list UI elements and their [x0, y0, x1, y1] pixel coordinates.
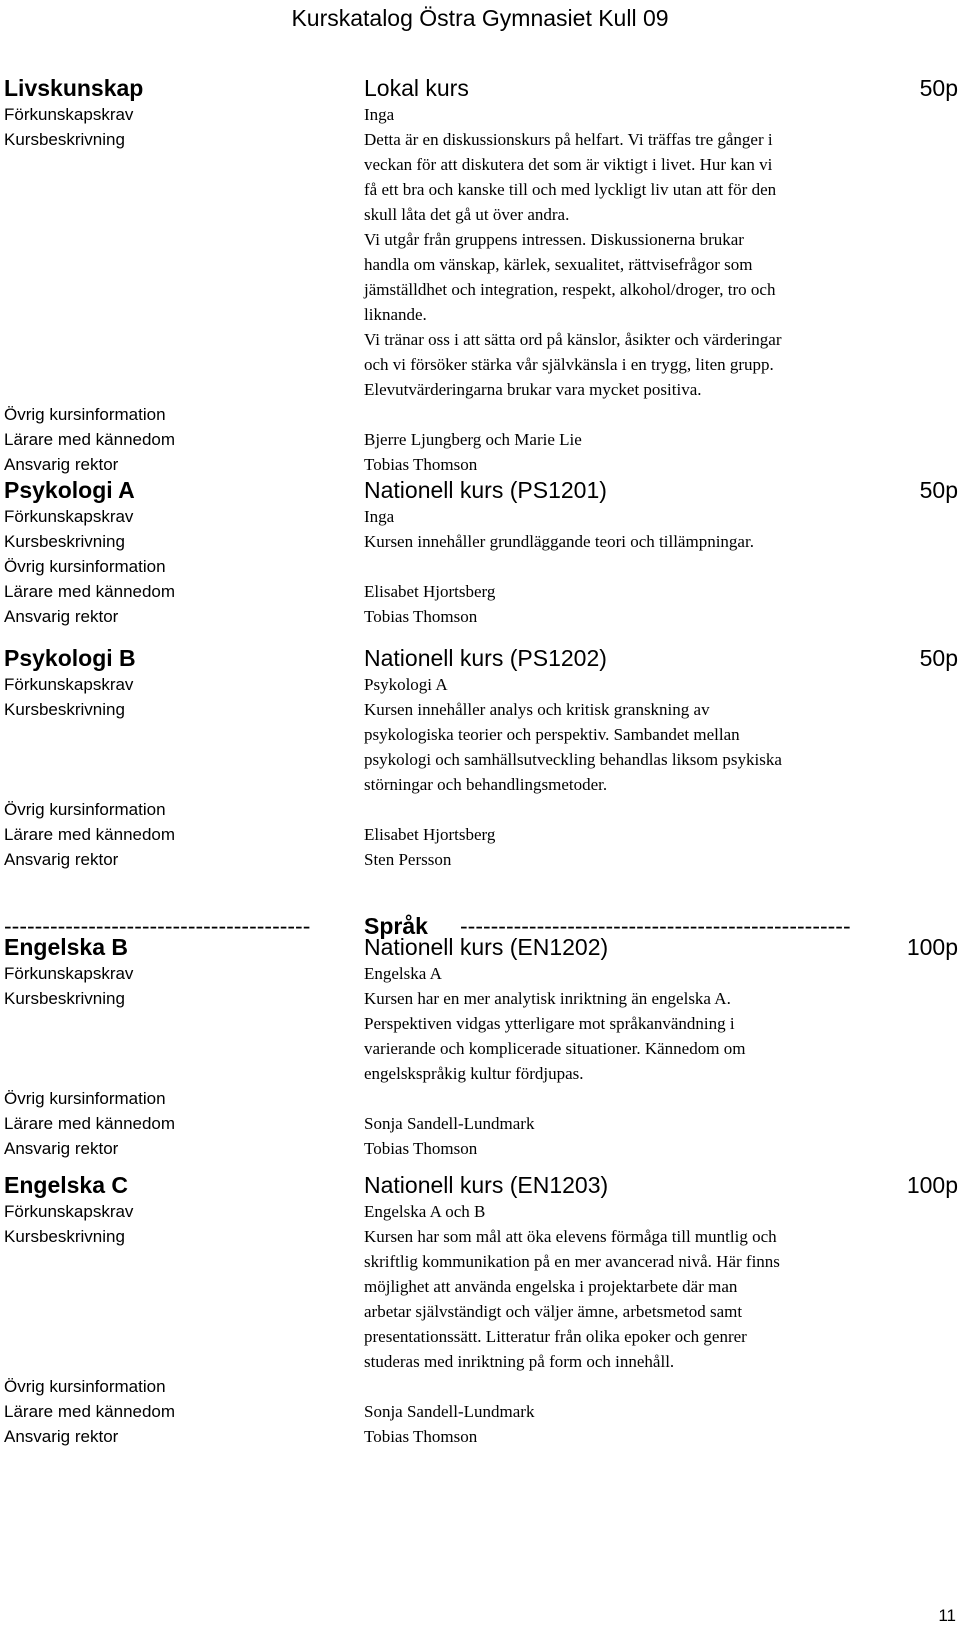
course-points: 50p	[919, 75, 958, 101]
description-line: liknande.	[364, 305, 427, 324]
field-value	[364, 427, 884, 452]
prereq-row	[0, 504, 960, 529]
course-name: Engelska C	[4, 1172, 128, 1198]
course-type: Nationell kurs (PS1201)	[364, 477, 607, 503]
description-line: psykologi och samhällsutveckling behandlas liksom psykiska	[364, 750, 782, 769]
teachers-value: Elisabet Hjortsberg	[364, 825, 496, 844]
description-row	[0, 127, 960, 402]
field-label: Förkunskapskrav	[4, 105, 134, 124]
field-label: Kursbeskrivning	[4, 989, 125, 1008]
field-value	[364, 1224, 884, 1374]
other-info-value	[364, 1086, 884, 1111]
course-points: 100p	[906, 1172, 958, 1198]
field-value	[364, 529, 884, 554]
description-line: Elevutvärderingarna brukar vara mycket positiva.	[364, 380, 702, 399]
other-info-row	[0, 554, 960, 579]
description-line: varierande och komplicerade situationer. Kännedom om	[364, 1039, 746, 1058]
other-info-row	[0, 402, 960, 427]
course-header	[0, 1171, 960, 1199]
field-label: Lärare med kännedom	[4, 582, 176, 601]
course-points: 50p	[919, 477, 958, 503]
prereq-value: Engelska A	[364, 964, 442, 983]
course-block	[0, 1171, 960, 1449]
teachers-row	[0, 427, 960, 452]
field-label: Lärare med kännedom	[4, 1114, 176, 1133]
field-value	[364, 1199, 884, 1224]
description-line: skriftlig kommunikation på en mer avancerad nivå. Här finns	[364, 1252, 780, 1271]
other-info-value	[364, 1374, 884, 1399]
teachers-value: Sonja Sandell-Lundmark	[364, 1114, 535, 1133]
page-number: 11	[938, 1606, 956, 1625]
field-value	[364, 1111, 884, 1136]
principal-row	[0, 1424, 960, 1449]
description-line: och vi försöker stärka vår självkänsla i en trygg, liten grupp.	[364, 355, 774, 374]
principal-value: Tobias Thomson	[364, 1427, 478, 1446]
description-line: möjlighet att använda engelska i projektarbete där man	[364, 1277, 738, 1296]
field-label: Ansvarig rektor	[4, 850, 119, 869]
course-block	[0, 644, 960, 872]
principal-row	[0, 1136, 960, 1161]
course-name: Psykologi A	[4, 477, 135, 503]
description-row	[0, 697, 960, 797]
prereq-value: Engelska A och B	[364, 1202, 486, 1221]
field-value	[364, 1136, 884, 1161]
teachers-row	[0, 822, 960, 847]
prereq-row	[0, 672, 960, 697]
description-row	[0, 986, 960, 1086]
field-value	[364, 1424, 884, 1449]
other-info-row	[0, 797, 960, 822]
field-label: Övrig kursinformation	[4, 405, 166, 424]
teachers-value: Sonja Sandell-Lundmark	[364, 1402, 535, 1421]
course-points: 50p	[919, 645, 958, 671]
field-label: Lärare med kännedom	[4, 1402, 176, 1421]
other-info-value	[364, 402, 884, 427]
course-header	[0, 644, 960, 672]
principal-value: Tobias Thomson	[364, 455, 478, 474]
description-line: veckan för att diskutera det som är viktigt i livet. Hur kan vi	[364, 155, 773, 174]
course-block	[0, 933, 960, 1161]
field-label: Övrig kursinformation	[4, 557, 166, 576]
field-label: Ansvarig rektor	[4, 607, 119, 626]
description-line: jämställdhet och integration, respekt, alkohol/droger, tro och	[364, 280, 776, 299]
description-line: presentationssätt. Litteratur från olika epoker och genrer	[364, 1327, 747, 1346]
other-info-row	[0, 1374, 960, 1399]
field-value	[364, 1399, 884, 1424]
prereq-value: Psykologi A	[364, 675, 448, 694]
course-block	[0, 476, 960, 629]
teachers-value: Elisabet Hjortsberg	[364, 582, 496, 601]
field-label: Förkunskapskrav	[4, 1202, 134, 1221]
field-value	[364, 504, 884, 529]
description-line: arbetar självständigt och väljer ämne, arbetsmetod samt	[364, 1302, 743, 1321]
page-title: Kurskatalog Östra Gymnasiet Kull 09	[291, 5, 669, 31]
field-value	[364, 452, 884, 477]
description-line: få ett bra och kanske till och med lyckligt liv utan att för den	[364, 180, 777, 199]
field-label: Lärare med kännedom	[4, 430, 176, 449]
field-label: Kursbeskrivning	[4, 1227, 125, 1246]
field-label: Kursbeskrivning	[4, 532, 125, 551]
course-name: Engelska B	[4, 934, 128, 960]
field-value	[364, 604, 884, 629]
field-label: Övrig kursinformation	[4, 800, 166, 819]
principal-value: Sten Persson	[364, 850, 452, 869]
field-value	[364, 102, 884, 127]
course-type: Nationell kurs (EN1202)	[364, 934, 609, 960]
principal-row	[0, 847, 960, 872]
description-line: Detta är en diskussionskurs på helfart. Vi träffas tre gånger i	[364, 130, 773, 149]
course-points: 100p	[906, 934, 958, 960]
field-value	[364, 402, 884, 427]
field-label: Kursbeskrivning	[4, 130, 125, 149]
field-label: Förkunskapskrav	[4, 675, 134, 694]
course-block	[0, 74, 960, 477]
prereq-row	[0, 102, 960, 127]
field-label: Förkunskapskrav	[4, 964, 134, 983]
field-label: Förkunskapskrav	[4, 507, 134, 526]
course-type: Nationell kurs (EN1203)	[364, 1172, 609, 1198]
description-row	[0, 1224, 960, 1374]
field-label: Lärare med kännedom	[4, 825, 176, 844]
other-info-value	[364, 554, 884, 579]
divider-dashes-left: ----------------------------------------	[4, 913, 311, 939]
prereq-value: Inga	[364, 105, 395, 124]
field-value	[364, 797, 884, 822]
field-value	[364, 127, 884, 402]
section-divider	[0, 912, 960, 940]
field-value	[364, 822, 884, 847]
description-line: psykologiska teorier och perspektiv. Sambandet mellan	[364, 725, 740, 744]
description-line: engelskspråkig kultur fördjupas.	[364, 1064, 584, 1083]
field-value	[364, 847, 884, 872]
field-label: Ansvarig rektor	[4, 1139, 119, 1158]
other-info-row	[0, 1086, 960, 1111]
field-label: Övrig kursinformation	[4, 1377, 166, 1396]
description-line: Vi tränar oss i att sätta ord på känslor, åsikter och värderingar	[364, 330, 782, 349]
principal-row	[0, 604, 960, 629]
course-header	[0, 476, 960, 504]
principal-value: Tobias Thomson	[364, 607, 478, 626]
description-line: Kursen har som mål att öka elevens förmåga till muntlig och	[364, 1227, 777, 1246]
description-line: Kursen innehåller analys och kritisk granskning av	[364, 700, 710, 719]
prereq-value: Inga	[364, 507, 395, 526]
description-line: handla om vänskap, kärlek, sexualitet, rättvisefrågor som	[364, 255, 753, 274]
teachers-row	[0, 1111, 960, 1136]
course-type: Nationell kurs (PS1202)	[364, 645, 607, 671]
course-type: Lokal kurs	[364, 75, 469, 101]
description-row	[0, 529, 960, 554]
divider-dashes-right: ---------------------------------------------------	[460, 913, 851, 939]
field-value	[364, 1374, 884, 1399]
field-label: Ansvarig rektor	[4, 1427, 119, 1446]
field-value	[364, 697, 884, 797]
course-header	[0, 74, 960, 102]
field-value	[364, 579, 884, 604]
description-line: Kursen innehåller grundläggande teori och tillämpningar.	[364, 532, 754, 551]
description-line: Perspektiven vidgas ytterligare mot språkanvändning i	[364, 1014, 735, 1033]
field-value	[364, 554, 884, 579]
field-value	[364, 672, 884, 697]
course-name: Livskunskap	[4, 75, 144, 101]
description-line: störningar och behandlingsmetoder.	[364, 775, 608, 794]
other-info-value	[364, 797, 884, 822]
field-value	[364, 961, 884, 986]
principal-row	[0, 452, 960, 477]
field-value	[364, 1086, 884, 1111]
prereq-row	[0, 1199, 960, 1224]
section-title: Språk	[364, 913, 428, 939]
field-label: Övrig kursinformation	[4, 1089, 166, 1108]
teachers-value: Bjerre Ljungberg och Marie Lie	[364, 430, 582, 449]
description-line: Kursen har en mer analytisk inriktning än engelska A.	[364, 989, 731, 1008]
teachers-row	[0, 579, 960, 604]
teachers-row	[0, 1399, 960, 1424]
course-name: Psykologi B	[4, 645, 136, 671]
prereq-row	[0, 961, 960, 986]
description-line: Vi utgår från gruppens intressen. Diskussionerna brukar	[364, 230, 744, 249]
field-label: Kursbeskrivning	[4, 700, 125, 719]
description-line: studeras med inriktning på form och innehåll.	[364, 1352, 675, 1371]
principal-value: Tobias Thomson	[364, 1139, 478, 1158]
field-value	[364, 986, 884, 1086]
field-label: Ansvarig rektor	[4, 455, 119, 474]
description-line: skull låta det gå ut över andra.	[364, 205, 570, 224]
